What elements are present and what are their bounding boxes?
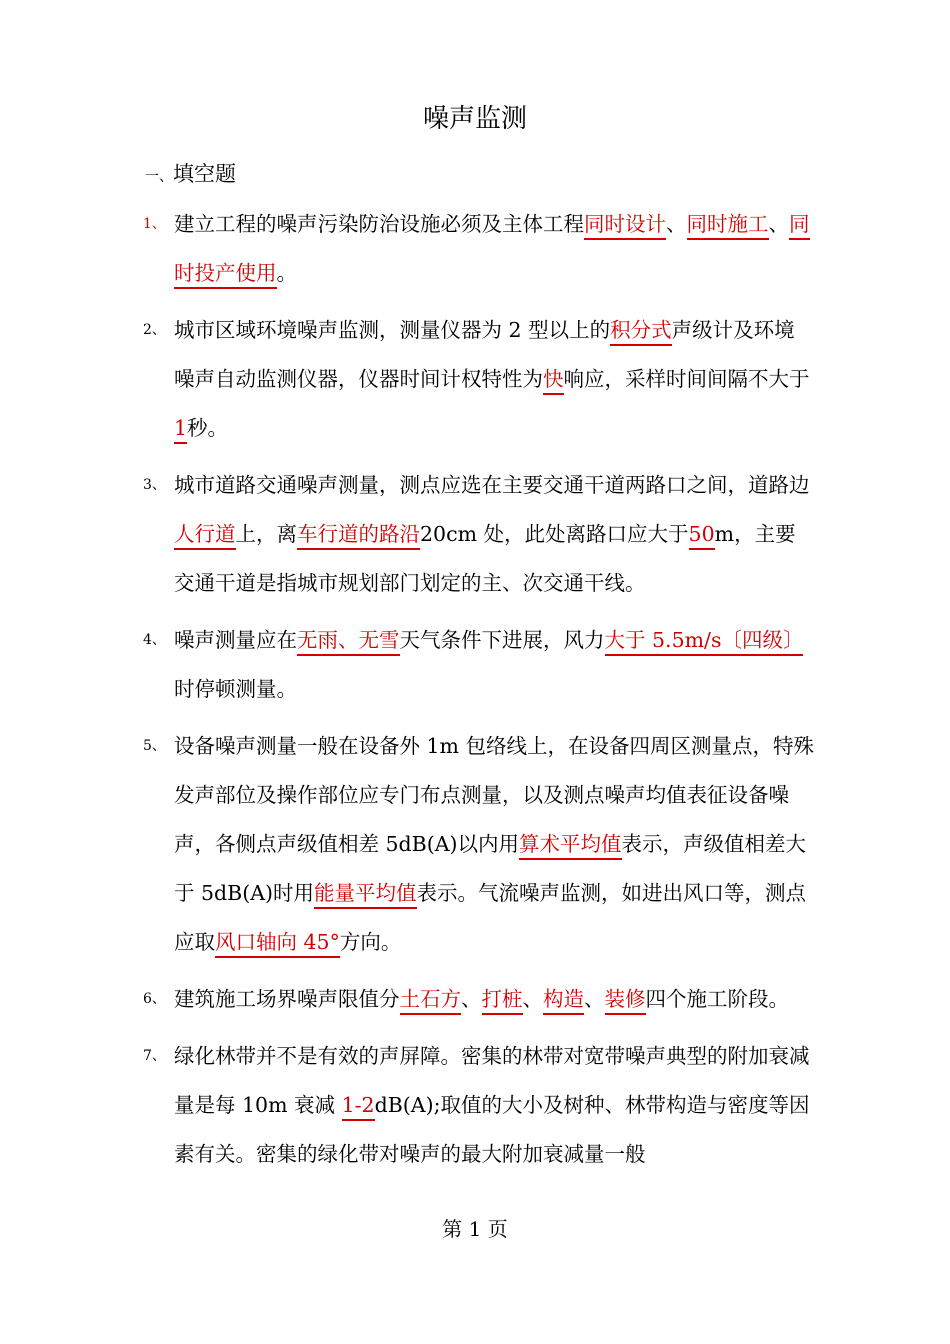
answer-text: 1-2 — [342, 1093, 375, 1121]
question-number: 1、 — [143, 216, 166, 232]
question-segment: 绿化林带并不是有效的声屏障。密集的林带对宽带噪声典型的附加衰减量是每 10m 衰减 — [174, 1044, 810, 1117]
question-segment: 表示。气流噪声监测，如进出风口等，测点应取 — [174, 881, 807, 954]
question-segment: 秒。 — [187, 416, 229, 440]
answer-text: 无雨、无雪 — [297, 628, 400, 656]
answer-text: 构造 — [543, 987, 584, 1015]
question-segment: 响应，采样时间间隔不大于 — [563, 367, 810, 391]
question-item — [0, 722, 950, 967]
question-segment: 、 — [666, 212, 687, 236]
section-label: 填空题 — [173, 162, 236, 186]
question-item — [0, 1032, 950, 1179]
question-segment: 城市道路交通噪声测量，测点应选在主要交通干道两路口之间，道路边 — [174, 473, 810, 497]
question-item — [0, 461, 950, 608]
answer-text: 同时设计 — [584, 212, 666, 240]
question-segment: 20cm 处，此处离路口应大于 — [420, 522, 689, 546]
answer-text: 大于 5.5m/s〔四级〕 — [605, 628, 804, 656]
answer-text: 同时施工 — [687, 212, 769, 240]
question-number: 3、 — [143, 477, 166, 493]
question-text — [174, 616, 814, 714]
question-segment: 表示，声级值相差大于 5dB(A)时用 — [174, 832, 807, 905]
question-number: 7、 — [143, 1048, 166, 1064]
question-text — [174, 1032, 814, 1179]
question-number: 4、 — [143, 632, 166, 648]
question-segment: 、 — [522, 987, 543, 1011]
question-segment: dB(A);取值的大小及树种、林带构造与密度等因素有关。密集的绿化带对噪声的最大附加衰减量一般 — [174, 1093, 810, 1166]
answer-text: 车行道的路沿 — [297, 522, 420, 550]
question-segment: 、 — [768, 212, 789, 236]
answer-text: 风口轴向 45° — [215, 930, 340, 958]
question-segment: 时停顿测量。 — [174, 677, 297, 701]
answer-text: 装修 — [605, 987, 646, 1015]
question-segment: 四个施工阶段。 — [645, 987, 789, 1011]
question-text — [174, 461, 814, 608]
question-segment: 、 — [461, 987, 482, 1011]
answer-text: 同时投产使用 — [174, 212, 810, 289]
question-text — [174, 306, 814, 453]
answer-text: 算术平均值 — [519, 832, 622, 860]
section-number: 一、 — [145, 169, 173, 185]
answer-text: 打桩 — [482, 987, 523, 1015]
question-number: 6、 — [143, 991, 166, 1007]
answer-text: 快 — [543, 367, 564, 395]
question-segment: 上，离 — [235, 522, 297, 546]
question-number: 2、 — [143, 322, 166, 338]
question-segment: 噪声测量应在 — [174, 628, 297, 652]
question-segment: 声级计及环境噪声自动监测仪器，仪器时间计权特性为 — [174, 318, 795, 391]
question-segment: 。 — [276, 261, 297, 285]
section-heading — [145, 158, 236, 188]
answer-text: 土石方 — [400, 987, 462, 1015]
question-segment: 建筑施工场界噪声限值分 — [174, 987, 400, 1011]
question-segment: 天气条件下进展，风力 — [399, 628, 605, 652]
page-footer: 第 1 页 — [442, 1217, 508, 1241]
answer-text: 能量平均值 — [314, 881, 417, 909]
question-item — [0, 975, 950, 1024]
question-text — [174, 975, 814, 1024]
question-text — [174, 722, 814, 967]
question-list — [0, 200, 950, 1187]
answer-text: 1 — [174, 416, 187, 444]
question-segment: 城市区域环境噪声监测，测量仪器为 2 型以上的 — [174, 318, 611, 342]
document-title: 噪声监测 — [422, 104, 527, 134]
answer-text: 积分式 — [610, 318, 672, 346]
question-segment: 设备噪声测量一般在设备外 1m 包络线上，在设备四周区测量点，特殊发声部位及操作部位应专门布点测量，以及测点噪声均值表征设备噪声，各侧点声级值相差 5dB(A)以内用 — [174, 734, 815, 856]
question-segment: 建立工程的噪声污染防治设施必须及主体工程 — [174, 212, 584, 236]
question-segment: m，主要交通干道是指城市规划部门划定的主、次交通干线。 — [174, 522, 796, 595]
question-number: 5、 — [143, 738, 166, 754]
answer-text: 50 — [689, 522, 715, 550]
question-text — [174, 200, 814, 298]
question-item — [0, 306, 950, 453]
question-item — [0, 200, 950, 298]
question-segment: 方向。 — [339, 930, 402, 954]
answer-text: 人行道 — [174, 522, 236, 550]
question-item — [0, 616, 950, 714]
question-segment: 、 — [584, 987, 605, 1011]
